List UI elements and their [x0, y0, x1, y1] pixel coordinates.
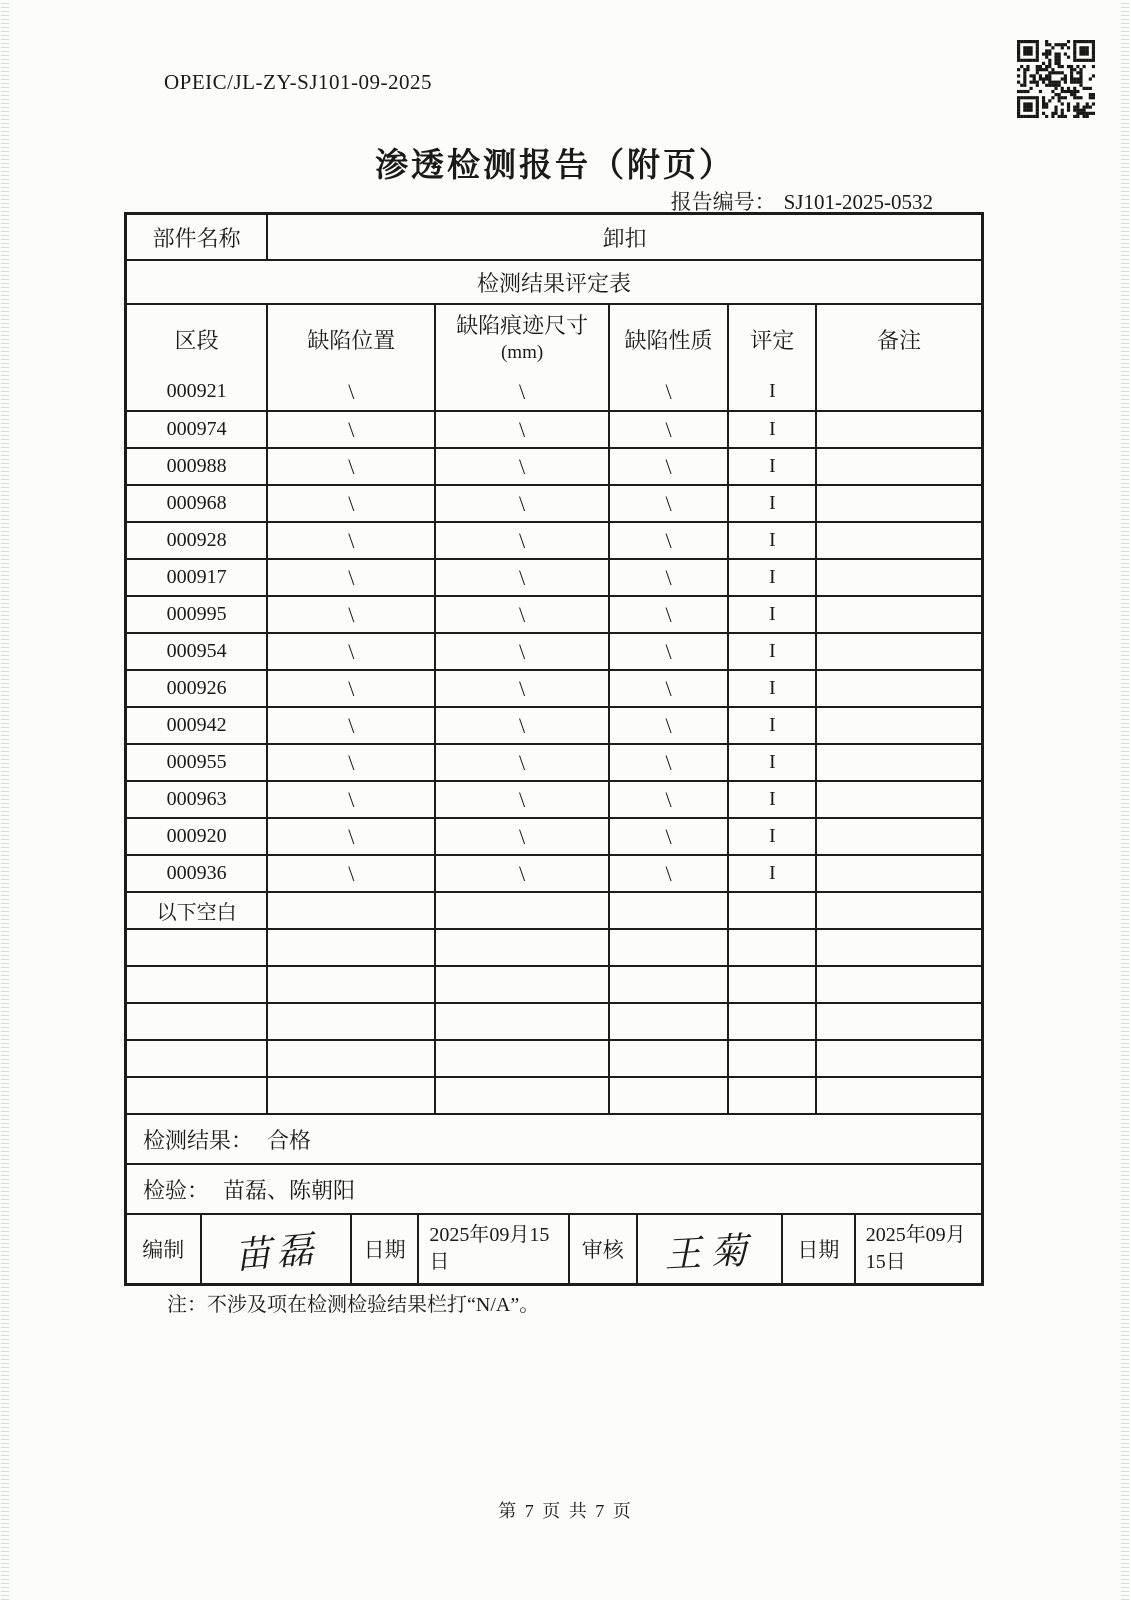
cell-nature: [608, 1078, 728, 1113]
cell-remark: [815, 1041, 981, 1076]
cell-location: \: [266, 819, 434, 854]
cell-location: \: [266, 449, 434, 484]
scan-edge-right: [1121, 0, 1129, 1600]
cell-remark: [815, 449, 981, 484]
cell-section: 000920: [166, 825, 227, 847]
report-number-value: SJ101-2025-0532: [783, 190, 933, 214]
cell-section: [127, 1004, 266, 1039]
result-rows: [127, 373, 981, 1113]
reviewed-signature: 王菊: [662, 1230, 757, 1277]
cell-remark: [815, 819, 981, 854]
cell-rating: I: [727, 708, 815, 743]
cell-rating: I: [727, 782, 815, 817]
cell-section: 000988: [166, 455, 227, 477]
prepared-signature-cell: [200, 1215, 350, 1283]
cell-nature: [608, 930, 728, 965]
cell-location: [266, 1078, 434, 1113]
cell-nature: \: [608, 671, 728, 706]
cell-rating: [727, 967, 815, 1002]
cell-remark: [815, 373, 981, 410]
cell-size: [434, 1004, 607, 1039]
cell-section: [127, 1041, 266, 1076]
cell-size: \: [434, 449, 607, 484]
prepared-date-label: 日期: [350, 1215, 417, 1283]
cell-size: [434, 1078, 607, 1113]
cell-section: 以下空白: [156, 902, 237, 924]
column-header-row: [127, 303, 981, 373]
cell-rating: I: [727, 819, 815, 854]
cell-section: 000974: [166, 418, 227, 440]
reviewed-date-label: 日期: [781, 1215, 854, 1283]
cell-size: \: [434, 560, 607, 595]
table-row: [127, 706, 981, 743]
cell-rating: I: [727, 523, 815, 558]
cell-location: [266, 1004, 434, 1039]
cell-size: \: [434, 412, 607, 447]
cell-nature: \: [608, 782, 728, 817]
cell-rating: [727, 930, 815, 965]
reviewed-date: 2025年09月15日: [854, 1215, 981, 1283]
table-row: [127, 854, 981, 891]
cell-location: \: [266, 671, 434, 706]
cell-section: 000954: [166, 640, 227, 662]
cell-location: \: [266, 745, 434, 780]
cell-remark: [815, 856, 981, 891]
cell-remark: [815, 708, 981, 743]
col-header-section: 区段: [174, 327, 219, 353]
col-header-size-text: 缺陷痕迹尺寸: [456, 313, 589, 339]
section-title-row: [127, 259, 981, 303]
cell-section: 000921: [166, 380, 227, 402]
cell-nature: \: [608, 449, 728, 484]
cell-size: \: [434, 597, 607, 632]
cell-rating: I: [727, 745, 815, 780]
col-header-size: [434, 305, 607, 373]
cell-location: [266, 930, 434, 965]
cell-remark: [815, 523, 981, 558]
table-row: [127, 484, 981, 521]
report-number-label: 报告编号：: [670, 190, 776, 214]
result-value: 合格: [267, 1127, 312, 1153]
cell-size: \: [434, 819, 607, 854]
cell-size: \: [434, 782, 607, 817]
cell-nature: \: [608, 597, 728, 632]
signature-row: [127, 1213, 981, 1283]
cell-location: \: [266, 523, 434, 558]
col-header-nature: 缺陷性质: [608, 305, 728, 373]
cell-rating: I: [727, 856, 815, 891]
cell-rating: [727, 1078, 815, 1113]
part-name-row: [127, 215, 981, 259]
cell-location: \: [266, 373, 434, 410]
table-row: [127, 817, 981, 854]
empty-row: [127, 1039, 981, 1076]
col-header-remark: 备注: [815, 305, 981, 373]
cell-nature: \: [608, 634, 728, 669]
cell-remark: [815, 634, 981, 669]
cell-rating: I: [727, 486, 815, 521]
table-row: [127, 632, 981, 669]
cell-remark: [815, 930, 981, 965]
cell-remark: [815, 560, 981, 595]
cell-remark: [815, 893, 981, 928]
empty-row: [127, 928, 981, 965]
cell-section: 000995: [166, 603, 227, 625]
cell-rating: I: [727, 671, 815, 706]
inspector-cell: [127, 1165, 981, 1213]
inspector-label: 检验：: [143, 1177, 210, 1203]
cell-nature: \: [608, 523, 728, 558]
cell-size: [434, 893, 607, 928]
cell-size: \: [434, 373, 607, 410]
cell-nature: [608, 1041, 728, 1076]
result-label: 检测结果：: [143, 1127, 254, 1153]
cell-remark: [815, 967, 981, 1002]
cell-location: \: [266, 856, 434, 891]
cell-location: [266, 967, 434, 1002]
cell-section: 000936: [166, 862, 227, 884]
cell-location: \: [266, 782, 434, 817]
table-row: [127, 780, 981, 817]
cell-size: \: [434, 745, 607, 780]
part-name-value: 卸扣: [266, 215, 981, 259]
cell-nature: [608, 967, 728, 1002]
cell-section: 000942: [166, 714, 227, 736]
cell-nature: \: [608, 373, 728, 410]
cell-section: 000928: [166, 529, 227, 551]
cell-location: \: [266, 486, 434, 521]
result-row: [127, 1113, 981, 1163]
table-row: [127, 410, 981, 447]
cell-size: \: [434, 856, 607, 891]
cell-rating: [727, 1004, 815, 1039]
cell-rating: I: [727, 560, 815, 595]
table-row: [127, 447, 981, 484]
cell-size: \: [434, 523, 607, 558]
scan-edge-left: [1, 0, 9, 1600]
cell-size: [434, 930, 607, 965]
cell-section: 000926: [166, 677, 227, 699]
cell-remark: [815, 1004, 981, 1039]
blank-label-row: [127, 891, 981, 928]
cell-rating: I: [727, 597, 815, 632]
cell-section: 000968: [166, 492, 227, 514]
cell-location: \: [266, 597, 434, 632]
cell-remark: [815, 671, 981, 706]
cell-section: 000955: [166, 751, 227, 773]
table-row: [127, 743, 981, 780]
cell-location: [266, 1041, 434, 1076]
section-title: 检测结果评定表: [476, 270, 631, 296]
cell-remark: [815, 597, 981, 632]
doc-code: OPEIC/JL-ZY-SJ101-09-2025: [164, 70, 432, 94]
cell-remark: [815, 486, 981, 521]
cell-section: [127, 967, 266, 1002]
cell-size: \: [434, 486, 607, 521]
cell-section: [127, 1078, 266, 1113]
cell-rating: [727, 893, 815, 928]
part-name-label: 部件名称: [152, 225, 241, 251]
cell-nature: [608, 893, 728, 928]
cell-remark: [815, 782, 981, 817]
cell-rating: I: [727, 449, 815, 484]
cell-size: [434, 967, 607, 1002]
cell-rating: I: [727, 634, 815, 669]
cell-rating: [727, 1041, 815, 1076]
cell-remark: [815, 412, 981, 447]
prepared-date: 2025年09月15日: [417, 1215, 567, 1283]
cell-location: \: [266, 560, 434, 595]
col-header-location: 缺陷位置: [266, 305, 434, 373]
cell-location: \: [266, 708, 434, 743]
cell-rating: I: [727, 373, 815, 410]
prepared-signature: 苗磊: [232, 1229, 320, 1278]
col-header-rating: 评定: [727, 305, 815, 373]
cell-nature: \: [608, 745, 728, 780]
cell-remark: [815, 1078, 981, 1113]
cell-section: 000963: [166, 788, 227, 810]
cell-location: \: [266, 412, 434, 447]
result-cell: [127, 1115, 981, 1163]
table-row: [127, 373, 981, 410]
cell-size: [434, 1041, 607, 1076]
empty-row: [127, 965, 981, 1002]
cell-size: \: [434, 708, 607, 743]
cell-rating: I: [727, 412, 815, 447]
reviewed-label: 审核: [568, 1215, 636, 1283]
cell-nature: \: [608, 856, 728, 891]
col-header-size-unit: (mm): [500, 341, 544, 363]
page-title: 渗透检测报告（附页）: [375, 148, 735, 184]
cell-remark: [815, 745, 981, 780]
cell-nature: \: [608, 412, 728, 447]
cell-nature: [608, 1004, 728, 1039]
cell-size: \: [434, 671, 607, 706]
page-footer: 第 7 页 共 7 页: [498, 1501, 633, 1521]
cell-location: \: [266, 634, 434, 669]
reviewed-signature-cell: [636, 1215, 781, 1283]
cell-size: \: [434, 634, 607, 669]
table-row: [127, 669, 981, 706]
inspection-table: [124, 212, 984, 1286]
footnote: 注：不涉及项在检测检验结果栏打“N/A”。: [167, 1294, 540, 1316]
empty-row: [127, 1076, 981, 1113]
cell-section: [127, 930, 266, 965]
empty-row: [127, 1002, 981, 1039]
inspector-names: 苗磊、陈朝阳: [223, 1177, 356, 1203]
cell-nature: \: [608, 486, 728, 521]
cell-nature: \: [608, 560, 728, 595]
table-row: [127, 558, 981, 595]
cell-nature: \: [608, 708, 728, 743]
prepared-label: 编制: [142, 1238, 185, 1262]
table-row: [127, 595, 981, 632]
cell-location: [266, 893, 434, 928]
qr-code-icon: [1017, 40, 1095, 118]
table-row: [127, 521, 981, 558]
cell-nature: \: [608, 819, 728, 854]
cell-section: 000917: [166, 566, 227, 588]
inspector-row: [127, 1163, 981, 1213]
